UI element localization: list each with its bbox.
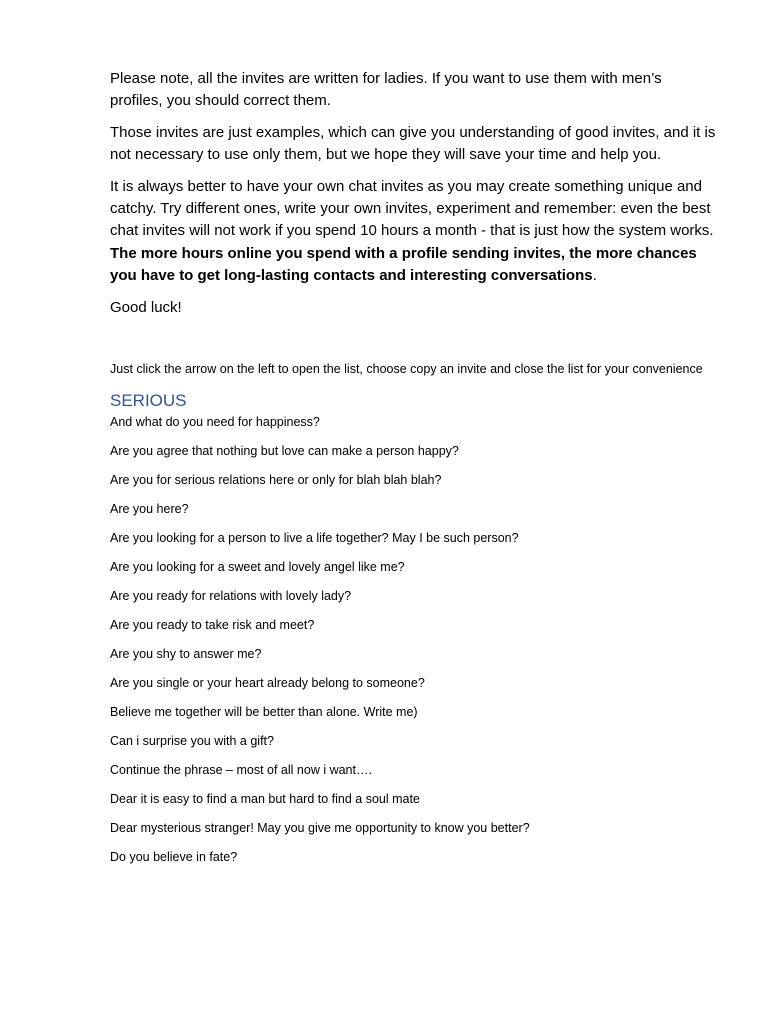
invite-item: Are you looking for a person to live a life together? May I be such person?: [110, 531, 519, 546]
section-heading-serious: SERIOUS: [110, 391, 187, 411]
invite-item: Do you believe in fate?: [110, 850, 238, 865]
intro-paragraph-1: Please note, all the invites are written for ladies. If you want to use them with men’s profiles, you should correct them.: [110, 70, 662, 110]
invite-item: Are you ready to take risk and meet?: [110, 618, 315, 633]
invite-item: Are you ready for relations with lovely lady?: [110, 589, 352, 604]
invite-item: Believe me together will be better than alone. Write me): [110, 705, 418, 720]
invite-item: Are you single or your heart already belong to someone?: [110, 676, 425, 691]
intro-paragraph-3-end: .: [592, 267, 597, 285]
document-page: [110, 68, 716, 877]
intro-paragraph-3-emphasis: The more hours online you spend with a profile sending invites, the more chances you have to get long-lasting contacts and interesting conversations: [110, 244, 697, 285]
invite-item: Are you for serious relations here or only for blah blah blah?: [110, 473, 442, 488]
invite-item: Are you here?: [110, 502, 189, 517]
invite-item: Are you shy to answer me?: [110, 647, 262, 662]
invite-item: Are you looking for a sweet and lovely angel like me?: [110, 560, 405, 575]
invite-item: Dear mysterious stranger! May you give me opportunity to know you better?: [110, 821, 530, 836]
invite-item: Continue the phrase – most of all now i want….: [110, 763, 372, 778]
spacer: [110, 319, 716, 360]
invite-item: Can i surprise you with a gift?: [110, 734, 274, 749]
intro-paragraph-3: [110, 176, 716, 288]
intro-paragraph-2: Those invites are just examples, which can give you understanding of good invites, and it is not necessary to use only them, but we hope they will save your time and help you.: [110, 123, 716, 164]
invite-list: [110, 413, 716, 877]
intro-section: [110, 68, 716, 319]
invite-item: Dear it is easy to find a man but hard to find a soul mate: [110, 792, 420, 807]
intro-paragraph-3-text: It is always better to have your own chat invites as you may create something unique and catchy. Try different ones, write your own invites, experiment and remember: even the best chat invites will not work if you spend 10 hours a month - that is just how the system works.: [110, 177, 714, 240]
instruction-text: Just click the arrow on the left to open the list, choose copy an invite and close the list for your convenience: [110, 362, 703, 377]
invite-item: And what do you need for happiness?: [110, 415, 320, 430]
closing-line: Good luck!: [110, 298, 182, 316]
invite-item: Are you agree that nothing but love can make a person happy?: [110, 444, 459, 459]
